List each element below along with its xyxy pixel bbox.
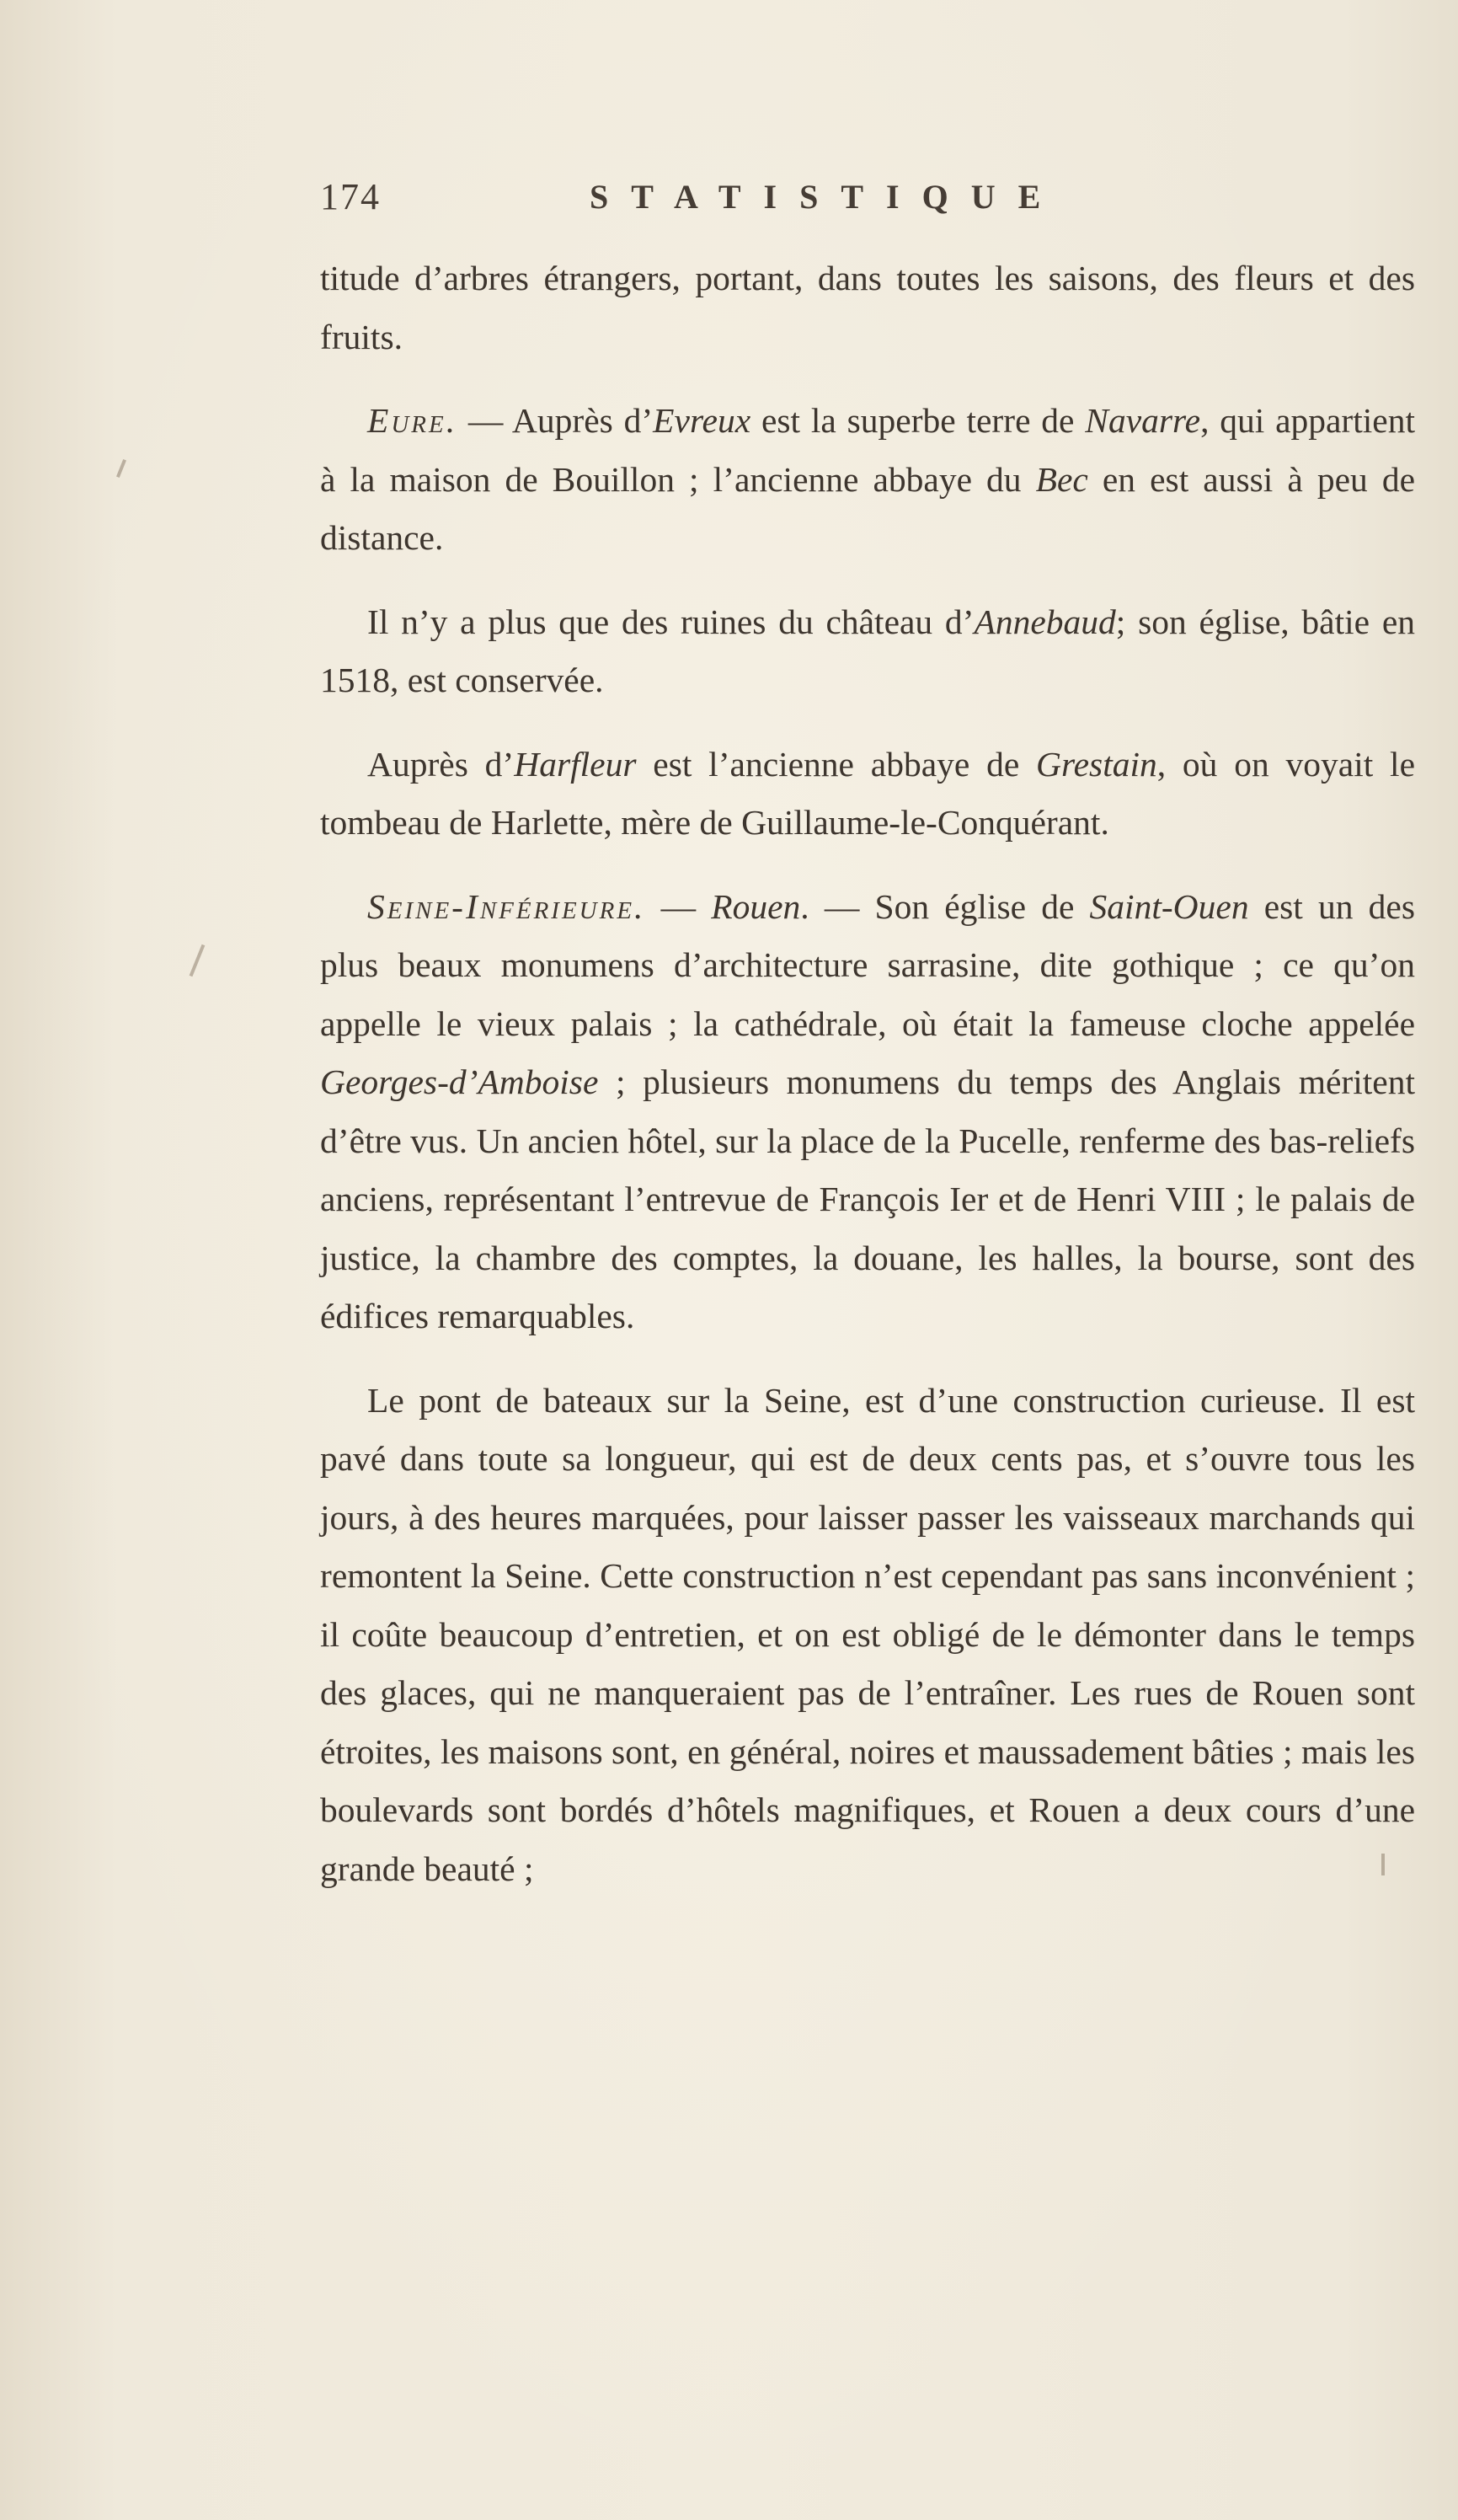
place-name: Annebaud [974, 602, 1116, 641]
paragraph-pont-de-bateaux [320, 1372, 1415, 1899]
body-text [320, 249, 1415, 1923]
paragraph-seine-inferieure [320, 878, 1415, 1346]
text-run: Il n’y a plus que des ruines du château d’ [367, 602, 975, 641]
text-run: . — Son église de [800, 886, 1090, 926]
place-name: Rouen [711, 886, 801, 926]
text-run: ; son église, bâtie en 1518, est conservée. [320, 602, 1415, 699]
text-run: est la superbe terre de [750, 401, 1086, 440]
place-name: Georges-d’Amboise [320, 1062, 599, 1101]
text-run: , où on voyait le tombeau de Harlette, mère de Guillaume-le-Conquérant. [320, 744, 1415, 842]
text-run: est un des plus beaux monumens d’architecture sarrasine, dite gothique ; ce qu’on appelle le vieux palais ; la cathédrale, où était la fameuse cloche appelée [320, 886, 1415, 1043]
place-name: Bec [1035, 459, 1088, 499]
page-header [320, 175, 1432, 226]
paragraph-text: Le pont de bateaux sur la Seine, est d’une construction curieuse. Il est pavé dans toute sa longueur, qui est de deux cents pas, et s’ouvre tous les jours, à des heures marquées, pour laisser passer les vaisseaux marchands qui remontent la Seine. Cette construction n’est cependant pas sans inconvénient ; il coûte beaucoup d’entretien, et on est obligé de le démonter dans le temps des glaces, qui ne manqueraient pas de l’entraîner. Les rues de Rouen sont étroites, les maisons sont, en général, noires et maussadement bâties ; mais les boulevards sont bordés d’hôtels magnifiques, et Rouen a deux cours d’une grande beauté ; [320, 1380, 1415, 1888]
text-run: , qui appartient à la maison de Bouillon ; l’ancienne abbaye du [320, 401, 1415, 499]
paragraph-continuation [320, 249, 1415, 366]
place-name: Saint-Ouen [1089, 886, 1249, 926]
text-run: est l’ancienne abbaye de [636, 744, 1037, 784]
text-run: — [645, 886, 712, 926]
paragraph-eure [320, 392, 1415, 568]
page-number: 174 [320, 176, 381, 217]
margin-mark [1381, 1854, 1385, 1875]
place-name: Harfleur [514, 744, 637, 784]
running-title: STATISTIQUE [590, 178, 1064, 216]
paragraph-text: titude d’arbres étrangers, portant, dans toutes les saisons, des fleurs et des fruits. [320, 259, 1415, 356]
text-run: — Auprès d’ [457, 401, 654, 440]
place-name: Grestain [1036, 744, 1157, 784]
text-run: en est aussi à peu de distance. [320, 459, 1415, 557]
place-name: Evreux [653, 401, 751, 440]
place-name: Navarre [1085, 401, 1201, 440]
text-run: ; plusieurs monumens du temps des Anglais méritent d’être vus. Un ancien hôtel, sur la place de la Pucelle, renferme des bas-reliefs anciens, représentant l’entrevue de François Ier et de Henri VIII ; le palais de justice, la chambre des comptes, la douane, les halles, la bourse, sont des édifices remarquables. [320, 1062, 1415, 1335]
text-run: Auprès d’ [367, 744, 515, 784]
section-label-eure: Eure. [367, 401, 458, 440]
margin-mark [116, 459, 126, 478]
margin-mark [190, 944, 206, 977]
paragraph-annebaud [320, 593, 1415, 710]
paragraph-harfleur [320, 736, 1415, 853]
section-label-seine-inferieure: Seine-Inférieure. [367, 886, 646, 926]
